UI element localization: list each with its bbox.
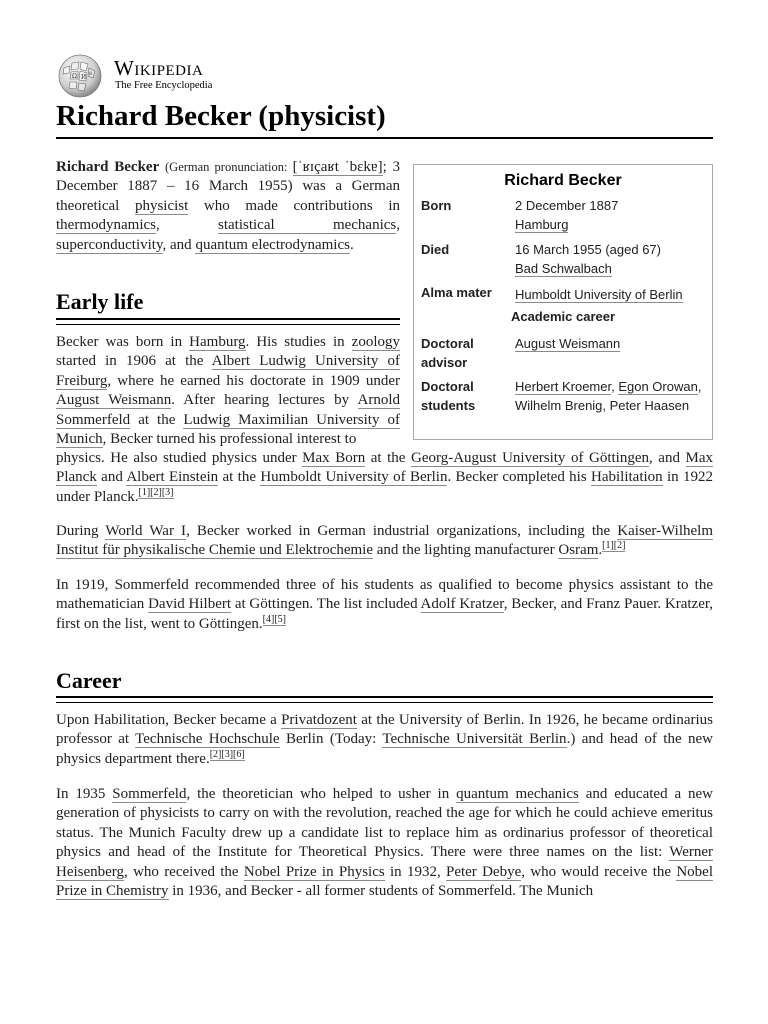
- reference-link[interactable]: [5]: [274, 613, 286, 625]
- gottingen-link[interactable]: Georg-August University of Göttingen: [411, 450, 649, 466]
- text: at the: [218, 469, 261, 486]
- title-divider: [56, 137, 713, 139]
- max-born-link[interactable]: Max Born: [302, 450, 366, 466]
- lead-text: who made contributions in: [188, 197, 400, 214]
- died-date: 16 March 1955 (aged 67): [515, 242, 661, 257]
- infobox-students-label: Doctoral students: [421, 379, 476, 413]
- born-place-link[interactable]: Hamburg: [515, 217, 569, 232]
- infobox-born-value: [515, 196, 707, 234]
- sommerfeld-link[interactable]: Sommerfeld: [112, 786, 187, 802]
- text: started in 1906 at the: [56, 353, 212, 370]
- reference-link[interactable]: [3]: [221, 748, 234, 760]
- section-divider: [56, 318, 400, 320]
- world-war-link[interactable]: World War I: [105, 523, 187, 539]
- hilbert-link[interactable]: David Hilbert: [148, 596, 232, 613]
- text: During: [56, 523, 106, 539]
- statistical-mechanics-link[interactable]: statistical mechanics: [218, 217, 397, 234]
- site-header: [56, 54, 716, 98]
- text: and: [96, 469, 127, 486]
- infobox-born-label: Born: [421, 198, 452, 213]
- wikipedia-globe-icon[interactable]: [56, 54, 104, 98]
- text: , Becker turned his professional interest to: [102, 431, 357, 448]
- career-paragraph: [56, 785, 713, 901]
- qed-link[interactable]: quantum electrodynamics: [195, 236, 350, 253]
- text: at the: [130, 411, 184, 428]
- lead-paragraph: [56, 158, 400, 255]
- students-rest: , Wilhelm Brenig, Peter Haasen: [515, 379, 702, 413]
- reference-link[interactable]: [2]: [613, 540, 626, 552]
- text: in 1922 under Planck.: [56, 469, 714, 505]
- sommerfeld-recommendation-paragraph: [56, 576, 713, 634]
- reference-link[interactable]: [1]: [138, 486, 151, 498]
- lead-text: ,: [155, 217, 219, 234]
- career-paragraph: [56, 711, 713, 769]
- infobox-advisor-value: [515, 334, 707, 353]
- student-link-orowan[interactable]: Egon Orowan: [618, 379, 698, 394]
- superconductivity-link[interactable]: superconductivity: [56, 236, 163, 253]
- text: , where he earned his doctorate in 1909 under: [107, 372, 400, 389]
- planck-link[interactable]: Max Planck: [56, 450, 713, 486]
- reference-group: [263, 614, 286, 626]
- nobel-chemistry-link[interactable]: Nobel Prize in Chemistry: [56, 863, 714, 900]
- text: , who received the: [124, 863, 244, 880]
- infobox-died-label: Died: [421, 242, 450, 257]
- infobox-advisor-label: Doctoral advisor: [421, 336, 474, 370]
- pronunciation-label: (German pronunciation:: [165, 160, 293, 174]
- habilitation-link[interactable]: Habilitation: [591, 469, 663, 486]
- debye-link[interactable]: Peter Debye: [445, 863, 522, 880]
- text: .: [598, 542, 603, 559]
- tu-berlin-link[interactable]: Technische Universität Berlin: [382, 731, 567, 748]
- died-place-link[interactable]: Bad Schwalbach: [515, 261, 612, 276]
- infobox-died-value: [515, 240, 707, 278]
- text: physics. He also studied physics under: [56, 450, 303, 466]
- text: in 1936, and Becker - all former students of Sommerfeld. The Munich: [168, 883, 594, 900]
- lead-text: .: [349, 236, 354, 253]
- kratzer-link[interactable]: Adolf Kratzer: [420, 596, 504, 613]
- technische-hochschule-link[interactable]: Technische Hochschule: [135, 731, 280, 748]
- site-tagline: The Free Encyclopedia: [115, 80, 213, 91]
- svg-text:ß: ß: [89, 71, 93, 77]
- section-heading-career: Career: [56, 668, 122, 693]
- text: , who would receive the: [521, 863, 677, 880]
- zoology-link[interactable]: zoology: [351, 334, 400, 350]
- svg-text:Ω: Ω: [72, 73, 77, 80]
- lead-text: ; 3 December 1887 – 16 March 1955) was a German theoretical: [56, 159, 401, 214]
- early-life-paragraph-cont: [56, 449, 713, 507]
- born-date: 2 December 1887: [515, 198, 619, 213]
- nobel-physics-link[interactable]: Nobel Prize in Physics: [243, 863, 385, 880]
- svg-text:И: И: [81, 74, 87, 81]
- freiburg-link[interactable]: Albert Ludwig University of Freiburg: [56, 353, 400, 389]
- text: In 1935: [56, 786, 113, 802]
- sommerfeld-link[interactable]: Arnold Sommerfeld: [56, 392, 400, 428]
- text: , Becker, and Franz Pauer. Kratzer, first on the list, went to Göttingen.: [56, 596, 714, 632]
- text: , and: [649, 450, 686, 466]
- world-war-paragraph: [56, 522, 713, 561]
- infobox-students-value: [515, 377, 707, 415]
- humboldt-link[interactable]: Humboldt University of Berlin: [260, 469, 448, 486]
- reference-group: [210, 749, 245, 761]
- advisor-link[interactable]: August Weismann: [515, 336, 621, 351]
- text: . Becker completed his: [447, 469, 592, 486]
- section-divider: [56, 702, 713, 703]
- einstein-link[interactable]: Albert Einstein: [126, 469, 219, 486]
- physicist-link[interactable]: physicist: [134, 197, 189, 214]
- reference-link[interactable]: [2]: [150, 486, 162, 498]
- reference-link[interactable]: [1]: [602, 540, 614, 552]
- privatdozent-link[interactable]: Privatdozent: [281, 712, 357, 728]
- reference-link[interactable]: [4]: [262, 613, 275, 625]
- text: Becker was born in: [56, 334, 190, 350]
- text: .) and head of the new physics department there.: [56, 731, 713, 767]
- section-divider: [56, 324, 400, 325]
- osram-link[interactable]: Osram: [558, 542, 599, 559]
- text: and educated a new generation of physicists to carry on with the revolution, reached the age for which he could achieve emeritus status. The Munich Faculty drew up a candidate list to replace him as ordinarius professor of theoretical physics and head of the Institute for Theoretical Physics. There were three names on the list:: [56, 786, 714, 861]
- text: , the theoretician who helped to usher in: [186, 786, 457, 802]
- text: Upon Habilitation, Becker became a: [56, 712, 282, 728]
- quantum-mechanics-link[interactable]: quantum mechanics: [456, 786, 579, 802]
- site-wordmark[interactable]: Wikipedia: [114, 56, 204, 80]
- heisenberg-link[interactable]: Werner Heisenberg: [56, 844, 713, 880]
- lead-text: , and: [162, 236, 196, 253]
- infobox-title: Richard Becker: [504, 172, 622, 189]
- section-divider: [56, 696, 713, 698]
- subject-name: Richard Becker: [56, 159, 160, 175]
- alma-mater-link[interactable]: Humboldt University of Berlin: [515, 287, 683, 302]
- kwi-link[interactable]: Kaiser-Wilhelm Institut für physikalische Chemie und Elektrochemie: [56, 523, 714, 559]
- reference-group: [138, 487, 173, 499]
- text: . After hearing lectures by: [171, 392, 358, 409]
- reference-link[interactable]: [2]: [209, 748, 222, 760]
- infobox-alma-label: Alma mater: [421, 285, 492, 300]
- reference-link[interactable]: [3]: [161, 486, 174, 498]
- reference-group: [602, 540, 625, 552]
- text: Berlin (Today:: [279, 731, 383, 748]
- text: . His studies in: [245, 334, 352, 350]
- lmu-link[interactable]: Ludwig Maximilian University of Munich: [56, 411, 400, 448]
- text: at Göttingen. The list included: [231, 596, 421, 613]
- hamburg-link[interactable]: Hamburg: [189, 334, 246, 350]
- early-life-paragraph: [56, 333, 400, 449]
- text: at the: [365, 450, 411, 466]
- student-separator: ,: [611, 379, 619, 394]
- infobox-section-header: Academic career: [510, 309, 616, 324]
- infobox-alma-value: [515, 285, 707, 304]
- text: in 1932,: [384, 863, 446, 880]
- ipa-link[interactable]: [ˈʁɪçaʁt ˈbɛkɐ]: [292, 159, 383, 175]
- reference-link[interactable]: [6]: [233, 748, 245, 760]
- thermodynamics-link[interactable]: thermodynamics: [56, 217, 156, 234]
- lead-text: ,: [396, 217, 400, 234]
- page-title: Richard Becker (physicist): [56, 100, 386, 132]
- text: In 1919, Sommerfeld recommended three of his students as qualified to become physics assistant to the mathematician: [56, 577, 713, 613]
- student-link-kroemer[interactable]: Herbert Kroemer: [515, 379, 612, 394]
- section-heading-early-life: Early life: [56, 289, 144, 314]
- weismann-link[interactable]: August Weismann: [56, 392, 172, 409]
- text: , Becker worked in German industrial organizations, including the: [186, 523, 618, 539]
- text: at the University of Berlin. In 1926, he became ordinarius professor at: [56, 712, 713, 748]
- infobox: [413, 164, 713, 440]
- text: and the lighting manufacturer: [373, 542, 559, 559]
